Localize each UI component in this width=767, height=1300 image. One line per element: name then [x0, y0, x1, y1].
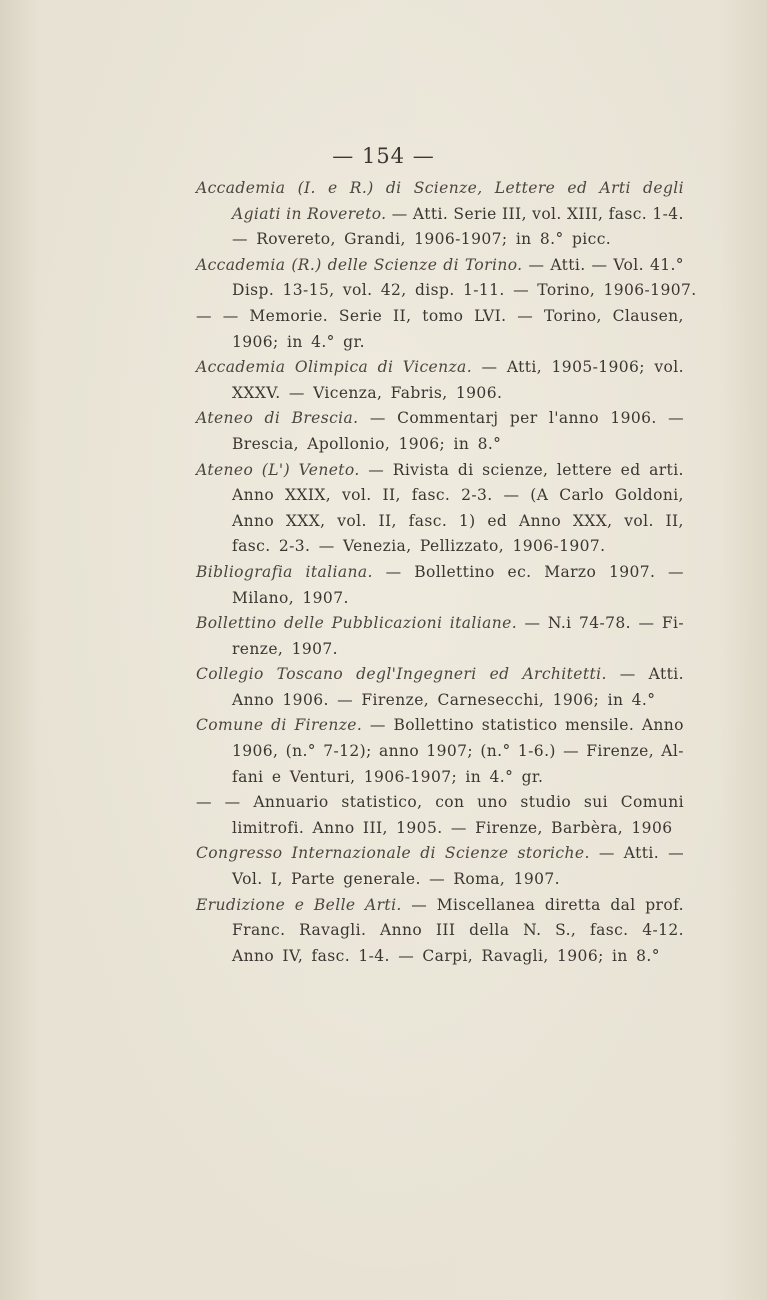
text-word: (n.° [480, 742, 511, 761]
text-word: Memorie. [249, 306, 329, 325]
title-word: storiche. [517, 844, 590, 863]
text-word: Serie [338, 306, 383, 325]
text-word: III [435, 921, 456, 940]
text-word: XIII, [567, 204, 604, 223]
text-word: Annuario [253, 793, 329, 812]
text-word: arti. [649, 460, 684, 479]
text-word: Vol. [613, 255, 644, 274]
text-word: Franc. [232, 921, 286, 940]
text-word: — [391, 204, 408, 223]
text-word: — [337, 690, 354, 709]
text-word: III, [502, 204, 527, 223]
bibliography-entry [196, 560, 684, 611]
text-word: — [638, 614, 655, 633]
entry-continuation-line [232, 534, 684, 560]
text-word: 1906-1907; [363, 767, 458, 786]
text-word: — [619, 665, 636, 684]
title-word: Brescia. [291, 409, 359, 428]
text-word: XXXV. [232, 383, 281, 402]
text-word: 1906, [232, 742, 279, 761]
text-word: vol. [624, 511, 654, 530]
title-word: e [328, 179, 338, 197]
text-word: Fi- [661, 614, 684, 633]
text-word: Atti. [412, 204, 449, 223]
text-word: 4.° [311, 332, 335, 351]
text-word: ed [487, 511, 508, 530]
entry-continuation-line [232, 944, 684, 970]
title-word: Agiati [232, 204, 281, 223]
text-word: 4.° [489, 767, 514, 786]
text-word: — [517, 306, 534, 325]
title-word: (I. [297, 179, 316, 197]
text-word: — [196, 793, 212, 812]
title-word: di [377, 358, 394, 377]
text-word: Marzo [544, 562, 597, 581]
entry-continuation-line [232, 202, 684, 228]
bibliography-entry [196, 176, 684, 253]
entry-first-line [196, 611, 684, 637]
title-word: Ateneo [196, 460, 254, 479]
text-word: uno [477, 793, 508, 812]
title-word: Torino. [464, 255, 523, 274]
text-word: 1906; [552, 690, 600, 709]
entry-first-line [196, 790, 684, 816]
title-word: Collegio [196, 665, 264, 684]
title-word: Architetti. [522, 665, 607, 684]
text-word: fasc. [311, 946, 351, 965]
text-word: 1906-1907. [603, 281, 697, 300]
text-word: Anno [232, 511, 275, 530]
title-word: (L') [261, 460, 291, 479]
text-word: 74-78. [578, 614, 631, 633]
text-word: Anno [641, 716, 684, 735]
text-word: 1906; [557, 946, 604, 965]
text-word: Bollettino [414, 562, 495, 581]
text-word: Goldoni, [614, 486, 684, 505]
text-word: 1906; [232, 332, 279, 351]
title-word: Accademia [196, 179, 286, 197]
text-word: 42, [380, 281, 407, 300]
text-word: 1906. [282, 690, 329, 709]
entry-first-line [196, 893, 684, 919]
bibliography-entry [196, 611, 684, 662]
text-word: fasc. [589, 921, 629, 940]
text-word: l'anno [548, 409, 600, 428]
text-word: — [528, 255, 545, 274]
bibliography-entry [196, 713, 684, 790]
entry-continuation-line [232, 483, 684, 509]
text-word: — [288, 383, 305, 402]
text-word: Commentarj [397, 409, 499, 428]
text-word: tomo [422, 306, 464, 325]
text-word: 13-15, [282, 281, 335, 300]
text-word: Rovereto, [256, 230, 336, 249]
text-word: — [222, 306, 239, 325]
title-word: Congresso [196, 844, 283, 863]
entry-continuation-line [232, 688, 684, 714]
text-word: 8.° [636, 946, 660, 965]
text-word: Atti, [506, 358, 543, 377]
text-word: — [563, 742, 580, 761]
text-word: Carlo [559, 486, 605, 505]
text-word: Apollonio, [307, 434, 391, 453]
text-word: Torino, [543, 306, 602, 325]
text-word: vol. [337, 511, 367, 530]
text-word: scienze, [482, 460, 549, 479]
text-word: 41.° [649, 255, 684, 274]
text-word: vol. [342, 281, 373, 300]
title-word: Belle [313, 895, 356, 914]
title-word: Accademia [196, 358, 286, 377]
title-word: Bollettino [196, 614, 277, 633]
text-word: IV, [282, 946, 304, 965]
text-word: 1907. [302, 588, 349, 607]
text-word: prof. [645, 895, 684, 914]
text-word: Firenze, [586, 742, 655, 761]
title-word: di [420, 844, 436, 863]
text-word: ed [620, 460, 641, 479]
text-word: mensile. [565, 716, 635, 735]
text-word: della [469, 921, 510, 940]
text-word: in [607, 690, 624, 709]
text-word: 1906 [631, 818, 673, 837]
title-word: degli [643, 179, 684, 197]
text-word: Venturi, [289, 767, 356, 786]
title-word: Ateneo [196, 409, 254, 428]
text-word: Carpi, [422, 946, 474, 965]
entry-continuation-line [232, 381, 684, 407]
text-word: 1907. [291, 639, 338, 658]
text-word: 2-3. [461, 486, 493, 505]
entry-continuation-line [232, 816, 684, 842]
text-word: II, [382, 486, 401, 505]
text-word: Anno [380, 921, 423, 940]
text-word: 1-11. [462, 281, 505, 300]
text-word: Vicenza, [313, 383, 383, 402]
entry-continuation-line [232, 867, 684, 893]
bibliography-entry [196, 253, 697, 304]
text-word: disp. [414, 281, 455, 300]
entry-continuation-line [232, 637, 684, 663]
title-word: Scienze [444, 844, 509, 863]
title-word: italiana. [305, 562, 373, 581]
text-word: — [398, 946, 415, 965]
text-word: vol. [654, 358, 684, 377]
title-word: (R.) [291, 255, 322, 274]
text-word: — [429, 870, 446, 889]
text-word: N. [523, 921, 542, 940]
text-word: (A [530, 486, 549, 505]
text-word: — [196, 306, 212, 325]
text-word: vol. [532, 204, 562, 223]
text-word: con [435, 793, 465, 812]
text-word: limitrofi. [232, 818, 305, 837]
text-word: ec. [507, 562, 532, 581]
text-word: Anno [519, 511, 562, 530]
text-word: 1906-1907; [414, 230, 508, 249]
title-word: in [286, 204, 302, 223]
text-word: Anno [232, 486, 275, 505]
bibliography-entry [196, 355, 684, 406]
title-word: Arti. [365, 895, 402, 914]
entry-first-line [196, 713, 684, 739]
entry-first-line [196, 406, 684, 432]
entry-first-line [196, 304, 684, 330]
text-word: S., [555, 921, 577, 940]
title-word: Internazionale [291, 844, 412, 863]
title-word: Lettere [494, 179, 556, 197]
text-word: — [385, 562, 402, 581]
text-word: dal [610, 895, 636, 914]
text-word: fasc. [232, 537, 271, 556]
title-word: Firenze. [294, 716, 363, 735]
text-word: II, [378, 511, 397, 530]
text-word: in [612, 946, 628, 965]
title-word: e [294, 895, 305, 914]
text-word: sui [583, 793, 609, 812]
text-word: — [411, 895, 428, 914]
page-number: — 154 — [332, 144, 435, 168]
text-word: vol. [342, 486, 372, 505]
text-word: fani [232, 767, 264, 786]
text-word: 1) [458, 511, 476, 530]
text-word: generale. [343, 870, 421, 889]
title-word: degl'Ingegneri [356, 665, 477, 684]
text-word: — [450, 818, 467, 837]
bibliography-entry [196, 458, 684, 560]
text-word: Clausen, [612, 306, 684, 325]
text-word: Ravagli, [481, 946, 549, 965]
entry-first-line [196, 841, 684, 867]
title-word: italiane. [449, 614, 518, 633]
text-word: 1-4. [358, 946, 390, 965]
text-word: Atti. [550, 255, 586, 274]
title-word: Vicenza. [402, 358, 473, 377]
text-word: — [598, 844, 615, 863]
entry-continuation-line [232, 227, 684, 253]
text-word: in [287, 332, 303, 351]
text-word: XXX, [572, 511, 613, 530]
text-word: e [271, 767, 282, 786]
bibliography-entry [196, 406, 684, 457]
text-word: Miscellanea [436, 895, 536, 914]
text-word: Atti. [623, 844, 660, 863]
text-word: in [453, 434, 470, 453]
text-word: Pellizzato, [419, 537, 505, 556]
text-word: 1906; [398, 434, 446, 453]
text-word: di [457, 460, 474, 479]
text-word: statistico, [341, 793, 423, 812]
title-word: Accademia [196, 255, 286, 274]
title-word: Erudizione [196, 895, 286, 914]
text-word: Rivista [392, 460, 450, 479]
text-word: statistico [481, 716, 558, 735]
text-word: — [369, 716, 386, 735]
text-word: Roma, [453, 870, 506, 889]
text-word: picc. [571, 230, 612, 249]
text-word: 1906. [455, 383, 503, 402]
text-word: Firenze, [475, 818, 543, 837]
text-word: — [668, 409, 684, 428]
text-word: Torino, [537, 281, 596, 300]
text-word: in [465, 767, 482, 786]
text-word: 1906-1907. [512, 537, 606, 556]
text-word: 1905-1906; [551, 358, 645, 377]
text-word: — [224, 793, 241, 812]
text-word: — [524, 614, 541, 633]
text-word: 8.° [477, 434, 502, 453]
entry-continuation-line [232, 432, 684, 458]
entry-first-line [196, 176, 684, 202]
text-word: 4-12. [642, 921, 684, 940]
text-word: Venezia, [342, 537, 412, 556]
title-word: R.) [349, 179, 374, 197]
text-word: 1-4. [652, 204, 684, 223]
text-word: gr. [343, 332, 365, 351]
text-word: diretta [544, 895, 601, 914]
entry-continuation-line [232, 330, 684, 356]
title-word: di [385, 179, 402, 197]
text-word: Anno [232, 946, 275, 965]
text-word: — [668, 562, 684, 581]
title-word: di [264, 409, 281, 428]
text-word: Firenze, [361, 690, 430, 709]
text-word: 2-3. [278, 537, 311, 556]
title-word: Scienze [373, 255, 438, 274]
text-word: II, [393, 306, 412, 325]
bibliography-entry [196, 662, 684, 713]
text-word: Disp. [232, 281, 275, 300]
bibliography-entry [196, 304, 684, 355]
entry-first-line [196, 355, 684, 381]
text-word: I, [270, 870, 283, 889]
entry-continuation-line [232, 509, 684, 535]
text-word: 1-6.) [517, 742, 556, 761]
text-word: lettere [556, 460, 613, 479]
text-word: fasc. [411, 486, 451, 505]
entry-continuation-line [232, 586, 684, 612]
text-word: XXX, [285, 511, 326, 530]
text-word: 1907; [426, 742, 474, 761]
title-word: Arti [599, 179, 631, 197]
title-word: Scienze, [413, 179, 483, 197]
text-word: — [368, 460, 385, 479]
text-word: Carnesecchi, [437, 690, 545, 709]
text-word: 4.° [631, 690, 656, 709]
text-word: N.i [547, 614, 572, 633]
entry-first-line [196, 662, 684, 688]
text-word: XXIX, [284, 486, 332, 505]
title-word: di [271, 716, 287, 735]
text-word: in [515, 230, 532, 249]
text-word: Anno [232, 690, 275, 709]
text-word: II, [665, 511, 684, 530]
text-word: Brescia, [232, 434, 299, 453]
text-word: 1906. [610, 409, 657, 428]
text-word: Atti. [648, 665, 684, 684]
text-word: — [318, 537, 335, 556]
text-word: studio [520, 793, 572, 812]
text-word: Al- [661, 742, 684, 761]
text-word: anno [378, 742, 420, 761]
text-word: Bollettino [393, 716, 475, 735]
text-word: per [509, 409, 538, 428]
text-word: — [232, 230, 248, 249]
entry-first-line [196, 253, 684, 279]
text-word: Milano, [232, 588, 295, 607]
bibliography-list [196, 176, 697, 969]
title-word: Comune [196, 716, 264, 735]
title-word: di [443, 255, 459, 274]
entry-continuation-line [232, 739, 684, 765]
text-word: — [481, 358, 498, 377]
entry-continuation-line [232, 918, 684, 944]
text-word: Grandi, [344, 230, 406, 249]
title-word: delle [284, 614, 325, 633]
bibliography-entry [196, 893, 684, 970]
text-word: LVI. [474, 306, 507, 325]
text-word: fasc. [408, 511, 448, 530]
text-word: Serie [453, 204, 497, 223]
text-word: 1907. [608, 562, 656, 581]
text-word: Parte [291, 870, 335, 889]
text-word: fasc. [608, 204, 648, 223]
text-word: Anno [312, 818, 355, 837]
bibliography-entry [196, 841, 684, 892]
text-word: — [369, 409, 386, 428]
text-word: Vol. [232, 870, 263, 889]
bibliography-entry [196, 790, 684, 841]
text-word: — [591, 255, 608, 274]
text-word: 1907. [513, 870, 560, 889]
text-word: 7-12); [323, 742, 372, 761]
text-word: Ravagli. [299, 921, 367, 940]
title-word: Bibliografia [196, 562, 293, 581]
text-word: — [513, 281, 529, 300]
text-word: renze, [232, 639, 284, 658]
entry-continuation-line [232, 765, 684, 791]
entry-first-line [196, 560, 684, 586]
title-word: ed [567, 179, 588, 197]
title-word: Toscano [276, 665, 344, 684]
text-word: III, [362, 818, 388, 837]
text-word: (n.° [285, 742, 316, 761]
text-word: 1905. [396, 818, 443, 837]
text-word: — [668, 844, 684, 863]
title-word: ed [489, 665, 510, 684]
title-word: delle [327, 255, 368, 274]
text-word: — [503, 486, 520, 505]
text-word: 8.° [539, 230, 564, 249]
title-word: Veneto. [298, 460, 360, 479]
text-word: Comuni [620, 793, 684, 812]
text-word: Fabris, [390, 383, 448, 402]
text-word: Barbèra, [551, 818, 624, 837]
text-word: gr. [521, 767, 544, 786]
title-word: Pubblicazioni [331, 614, 443, 633]
entry-continuation-line [232, 278, 697, 304]
entry-first-line [196, 458, 684, 484]
title-word: Rovereto. [307, 204, 387, 223]
title-word: Olimpica [294, 358, 369, 377]
